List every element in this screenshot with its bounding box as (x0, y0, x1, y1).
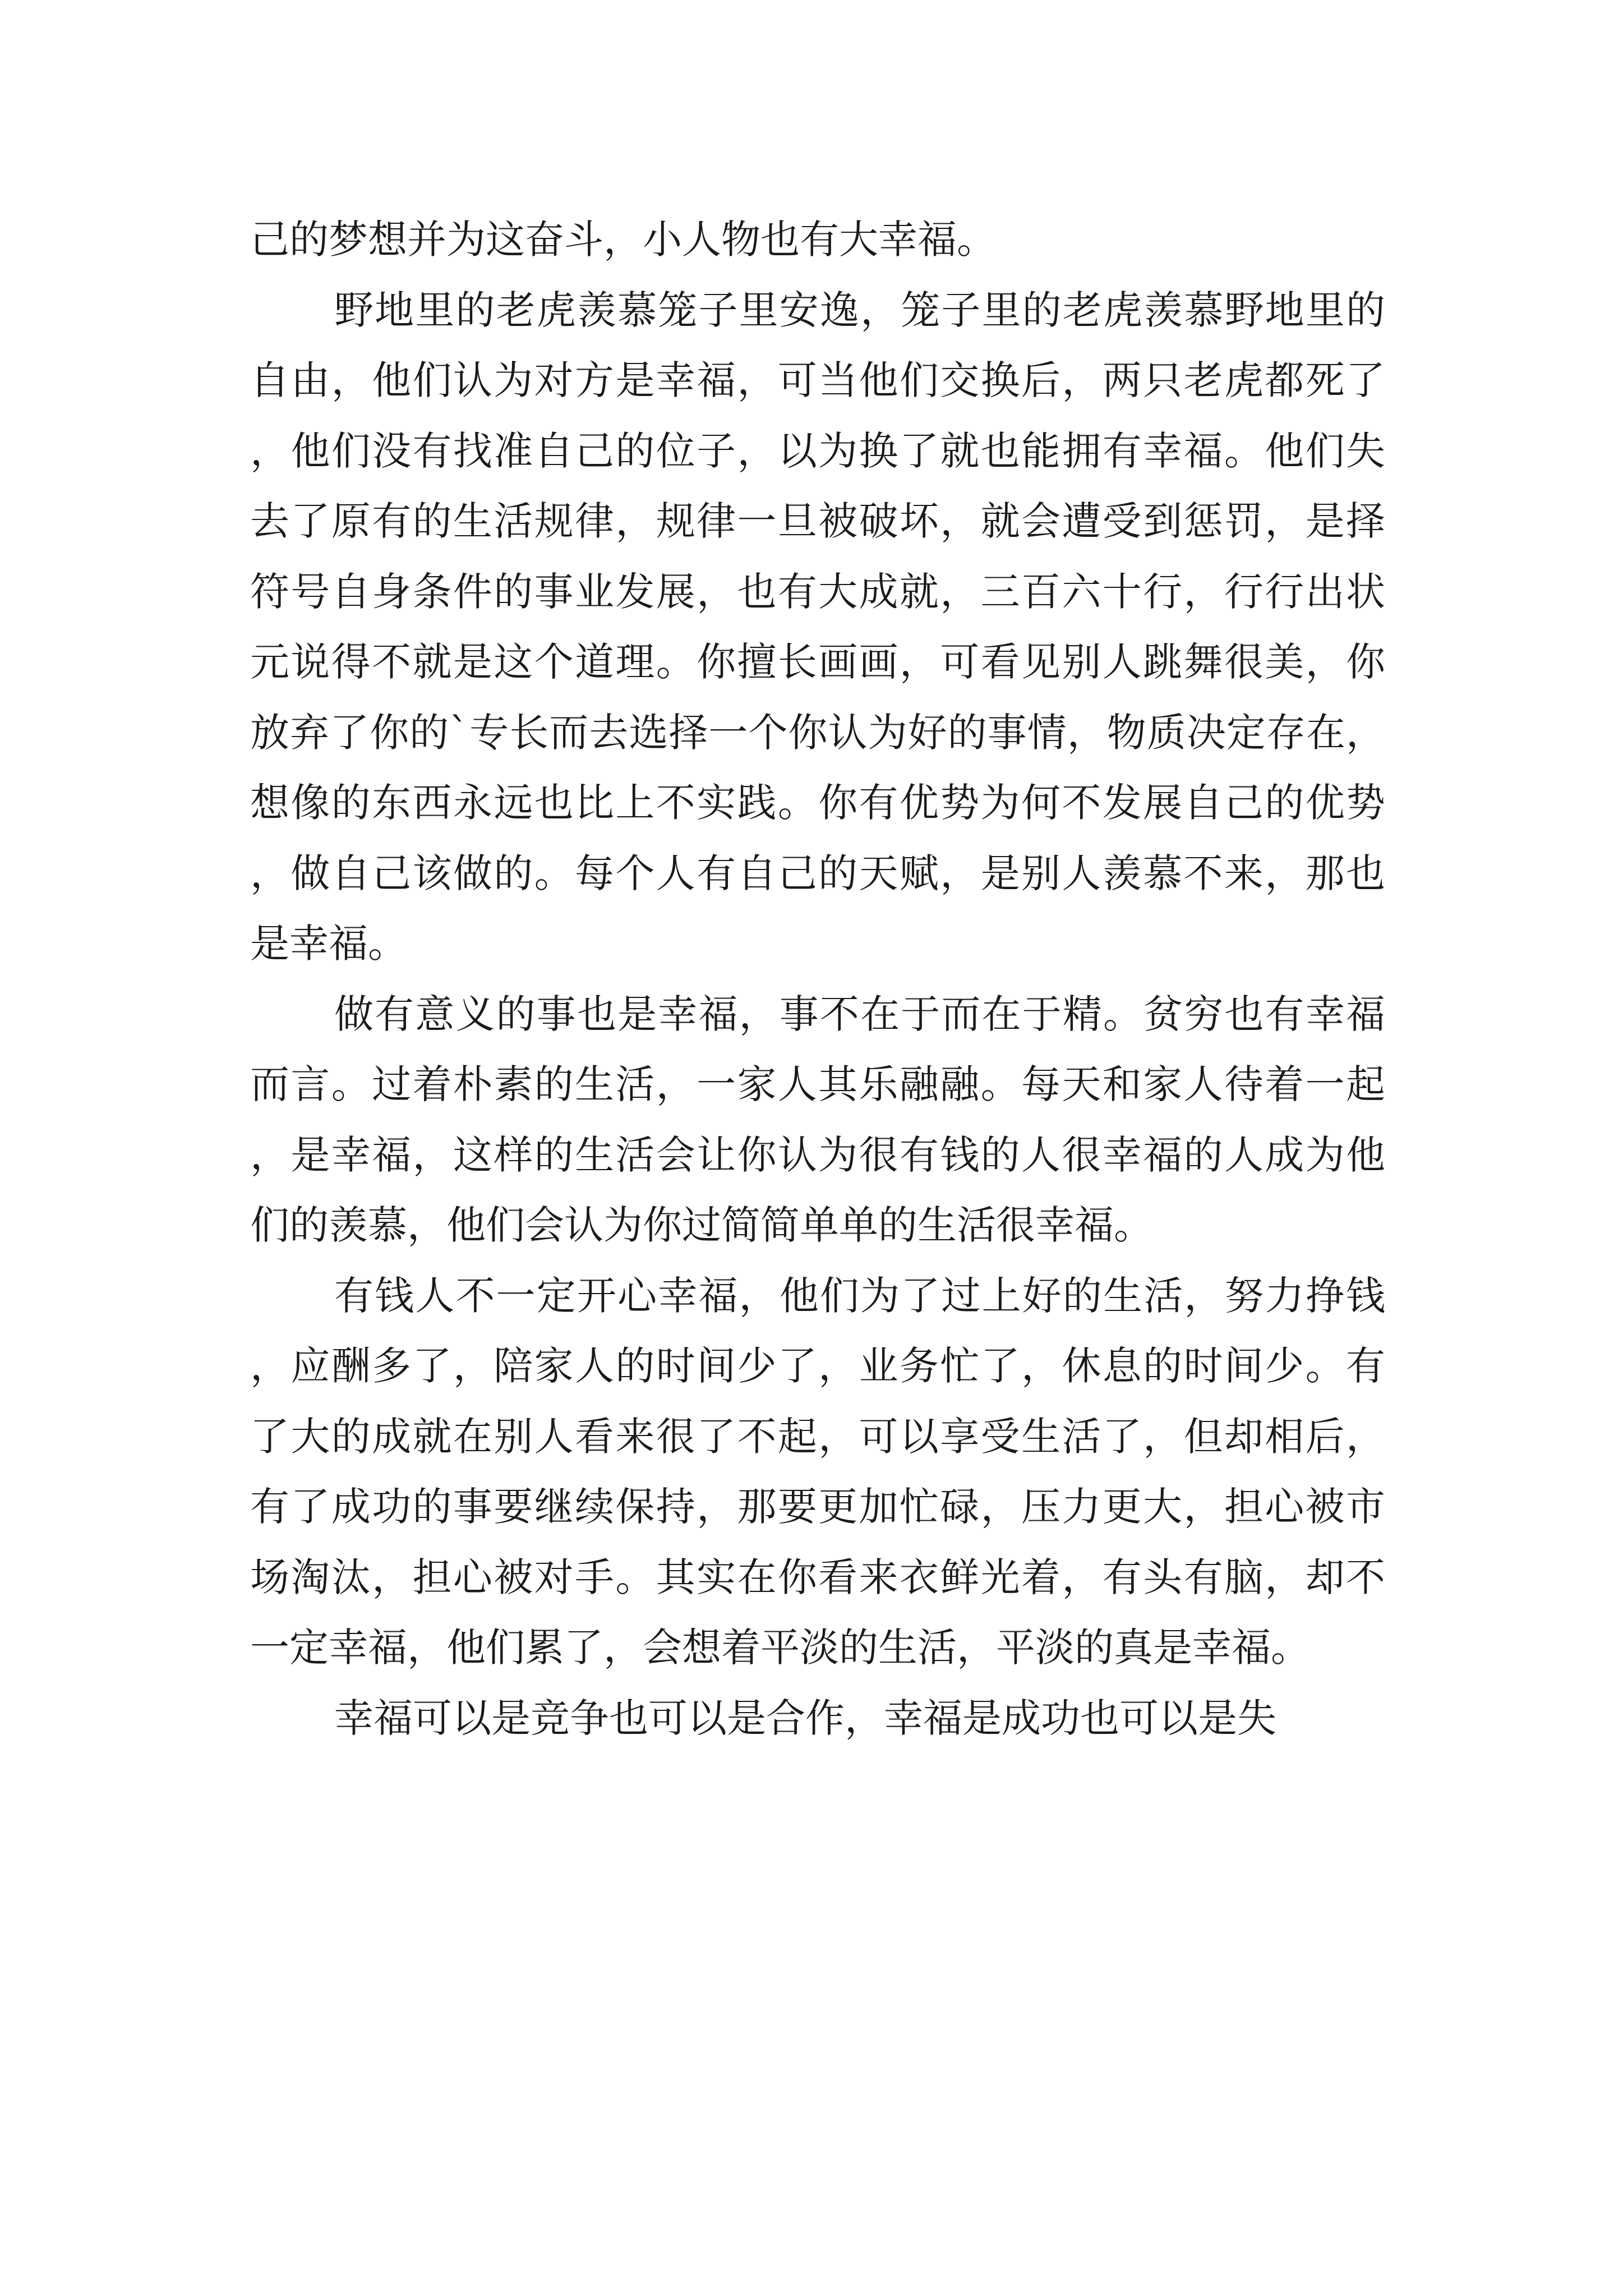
paragraph-rich-people: 有钱人不一定开心幸福，他们为了过上好的生活，努力挣钱，应酬多了，陪家人的时间少了，业务忙了，休息的时间少。有了大的成就在别人看来很了不起，可以享受生活了，但却相后，有了成功的事要继续保持，那要更加忙碌，压力更大，担心被市场淘汰，担心被对手。其实在你看来衣鲜光着，有头有脑，却不一定幸福，他们累了，会想着平淡的生活，平淡的真是幸福。 (250, 1272, 1385, 1671)
paragraph-competition-cooperation: 幸福可以是竞争也可以是合作，幸福是成功也可以是失 (334, 1695, 1276, 1741)
document-body (250, 205, 1385, 1754)
paragraph-continuation: 己的梦想并为这奋斗，小人物也有大幸福。 (250, 217, 996, 263)
paragraph-tigers: 野地里的老虎羡慕笼子里安逸，笼子里的老虎羡慕野地里的自由，他们认为对方是幸福，可当他们交换后，两只老虎都死了，他们没有找准自己的位子，以为换了就也能拥有幸福。他们失去了原有的生活规律，规律一旦被破坏，就会遭受到惩罚，是择符号自身条件的事业发展，也有大成就，三百六十行，行行出状元说得不就是这个道理。你擅长画画，可看见别人跳舞很美，你放弃了你的`专长而去选择一个你认为好的事情，物质决定存在，想像的东西永远也比上不实践。你有优势为何不发展自己的优势，做自己该做的。每个人有自己的天赋，是别人羡慕不来，那也是幸福。 (250, 287, 1385, 967)
paragraph-meaningful-things: 做有意义的事也是幸福，事不在于而在于精。贫穷也有幸福而言。过着朴素的生活，一家人其乐融融。每天和家人待着一起，是幸福，这样的生活会让你认为很有钱的人很幸福的人成为他们的羡慕，他们会认为你过简简单单的生活很幸福。 (250, 991, 1385, 1248)
